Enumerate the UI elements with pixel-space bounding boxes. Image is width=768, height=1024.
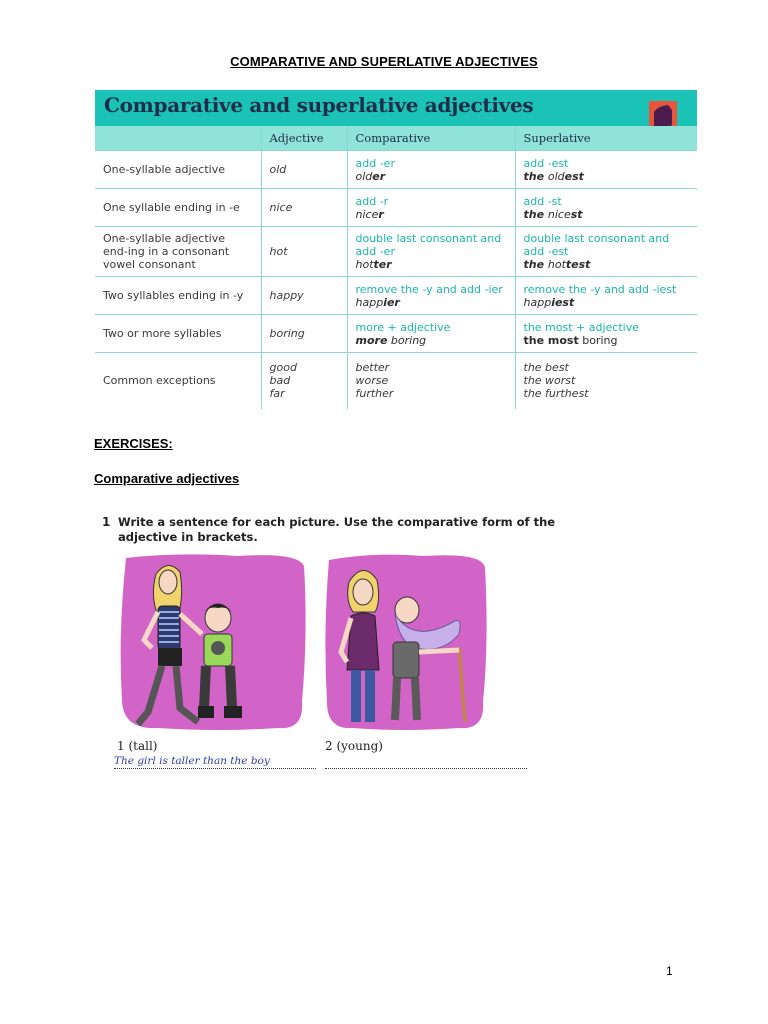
word-prefix: the <box>523 169 548 183</box>
answer-line-2[interactable] <box>325 755 527 769</box>
caption-1: 1 (tall) <box>117 739 158 753</box>
column-header <box>95 126 261 151</box>
superlative-example <box>524 258 690 271</box>
comparative-rule: remove the -y and add -ier <box>355 282 503 296</box>
word-suffix: ier <box>383 295 400 309</box>
instruction-number: 1 <box>102 515 111 529</box>
comparative-example <box>356 296 507 309</box>
superlative-cell <box>515 315 697 353</box>
word-suffix: er <box>372 169 386 183</box>
box-title: Comparative and superlative adjectives <box>104 93 534 117</box>
rule-description: Common exceptions <box>95 353 261 409</box>
word-prefix: more <box>355 333 388 347</box>
girl-and-boy-illustration <box>118 552 308 732</box>
word-suffix: st <box>570 207 583 221</box>
word-base: happ <box>523 295 552 309</box>
adjective-example: old <box>261 151 347 189</box>
superlative-rule: add -est <box>523 156 569 170</box>
comparative-example <box>356 170 507 183</box>
exception-word: better <box>355 361 390 375</box>
column-header: Adjective <box>261 126 347 151</box>
table-row <box>95 189 697 227</box>
answer-line-1[interactable]: The girl is taller than the boy <box>114 755 316 769</box>
word-base: hot <box>547 258 566 271</box>
grammar-reference-box <box>95 90 697 412</box>
adjective-example: boring <box>261 315 347 353</box>
adjective-example: happy <box>261 277 347 315</box>
word-prefix: the <box>523 207 548 221</box>
exception-comparatives <box>347 353 515 409</box>
superlative-example <box>524 208 690 221</box>
superlative-cell <box>515 189 697 227</box>
instruction-text: Write a sentence for each picture. Use the comparative form of the adjective in brackets. <box>118 515 556 544</box>
table-row <box>95 315 697 353</box>
comparative-example <box>356 258 507 271</box>
superlative-rule: add -st <box>523 194 562 208</box>
exception-word: worse <box>355 374 389 388</box>
rule-description: One-syllable adjective end-ing in a consonant vowel consonant <box>95 227 261 277</box>
comparative-cell <box>347 277 515 315</box>
word-suffix: iest <box>551 295 575 309</box>
adjectives-table <box>95 126 697 409</box>
exception-word: far <box>269 387 285 401</box>
exception-word: the furthest <box>523 387 589 401</box>
word-base: old <box>355 169 373 183</box>
word-suffix: ter <box>373 258 392 271</box>
word-suffix: r <box>378 207 384 221</box>
exception-word: further <box>355 387 394 401</box>
superlative-rule: double last consonant and add -est <box>523 232 670 258</box>
column-header: Comparative <box>347 126 515 151</box>
comparative-rule: double last consonant and add -er <box>355 232 502 258</box>
word-base: happ <box>355 295 384 309</box>
superlative-example <box>524 334 690 347</box>
rule-description: One syllable ending in -e <box>95 189 261 227</box>
exception-adjectives <box>261 353 347 409</box>
page-title: COMPARATIVE AND SUPERLATIVE ADJECTIVES <box>230 54 538 69</box>
exception-word: the worst <box>523 374 576 388</box>
exception-word: bad <box>269 374 291 388</box>
comparative-rule: more + adjective <box>355 320 451 334</box>
comparative-example <box>356 334 507 347</box>
comparative-cell <box>347 189 515 227</box>
superlative-example <box>524 296 690 309</box>
word-base: boring <box>578 333 618 347</box>
word-base: boring <box>387 333 427 347</box>
exception-word: the best <box>523 361 569 375</box>
table-row <box>95 151 697 189</box>
box-header <box>95 90 697 126</box>
rule-description: Two syllables ending in -y <box>95 277 261 315</box>
column-header: Superlative <box>515 126 697 151</box>
word-prefix: the <box>523 258 548 271</box>
word-base: old <box>547 169 565 183</box>
superlative-cell <box>515 151 697 189</box>
comparative-cell <box>347 227 515 277</box>
table-header-row <box>95 126 697 151</box>
page-number: 1 <box>666 964 673 978</box>
word-base: nice <box>547 207 571 221</box>
comparative-cell <box>347 315 515 353</box>
comparative-example <box>356 208 507 221</box>
word-suffix: test <box>565 258 591 271</box>
word-prefix: the most <box>523 333 579 347</box>
adjective-example: hot <box>261 227 347 277</box>
superlative-cell <box>515 227 697 277</box>
comparative-rule: add -er <box>355 156 395 170</box>
table-row <box>95 353 697 409</box>
caption-2: 2 (young) <box>325 739 383 753</box>
woman-and-old-man-illustration <box>323 552 489 732</box>
exception-superlatives <box>515 353 697 409</box>
table-row <box>95 227 697 277</box>
rule-description: Two or more syllables <box>95 315 261 353</box>
superlative-rule: remove the -y and add -iest <box>523 282 677 296</box>
table-row <box>95 277 697 315</box>
superlative-example <box>524 170 690 183</box>
superlative-cell <box>515 277 697 315</box>
adjective-example: nice <box>261 189 347 227</box>
exception-word: good <box>269 361 297 375</box>
section-subheading: Comparative adjectives <box>94 471 240 486</box>
rule-description: One-syllable adjective <box>95 151 261 189</box>
superlative-rule: the most + adjective <box>523 320 639 334</box>
comparative-cell <box>347 151 515 189</box>
word-base: nice <box>355 207 379 221</box>
exercises-heading: EXERCISES: <box>94 436 173 451</box>
word-suffix: est <box>564 169 584 183</box>
word-base: hot <box>355 258 374 271</box>
comparative-rule: add -r <box>355 194 389 208</box>
